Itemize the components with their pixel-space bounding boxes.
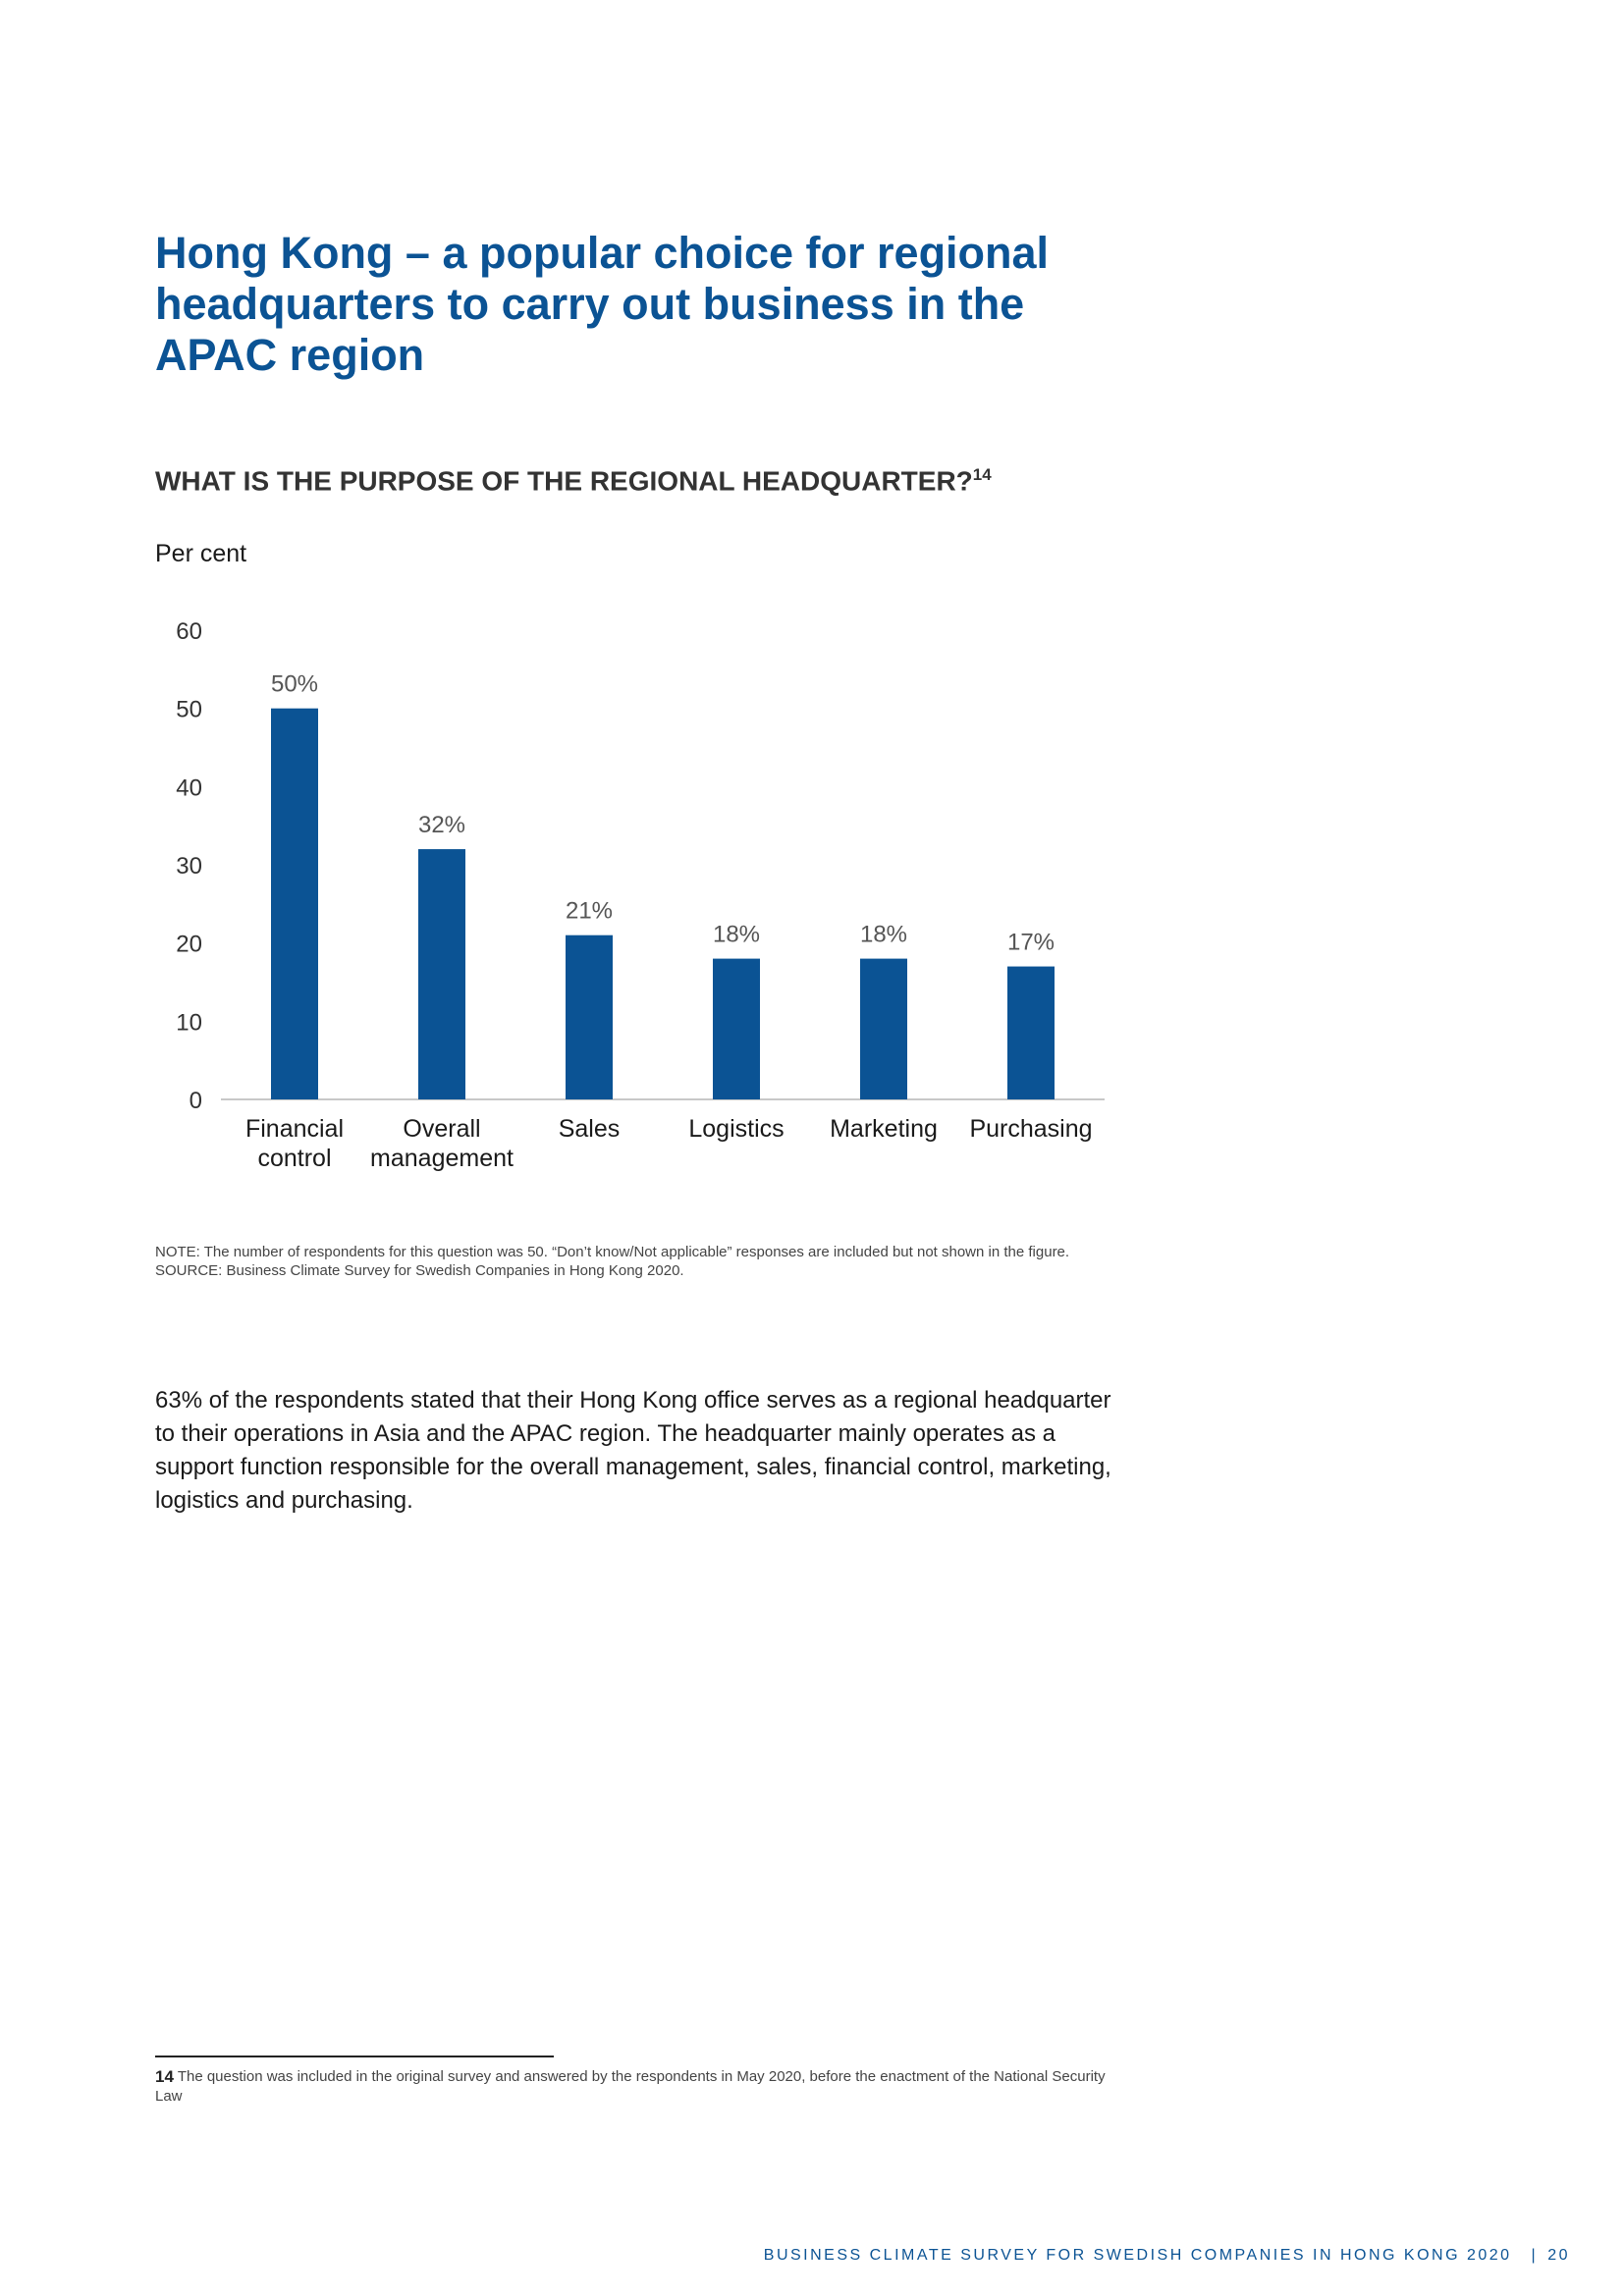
page-title: Hong Kong – a popular choice for regional headquarters to carry out business in the APAC region — [155, 228, 1050, 380]
bar — [566, 935, 613, 1099]
page-footer — [764, 2247, 1570, 2265]
body-paragraph: 63% of the respondents stated that their Hong Kong office serves as a regional headquarter to their operations in Asia and the APAC region. The headquarter mainly operates as a support function responsible for the overall management, sales, financial control, marketing, logistics and purchasing. — [155, 1387, 1111, 1514]
chart-heading — [155, 465, 992, 497]
y-tick-label: 10 — [176, 1009, 202, 1037]
x-category-label: Logistics — [688, 1115, 785, 1143]
bar-chart — [147, 599, 1129, 1188]
y-tick-label: 40 — [176, 774, 202, 802]
chart-heading-footnote-ref: 14 — [972, 465, 992, 484]
data-label: 18% — [859, 921, 908, 948]
y-tick-label: 20 — [176, 931, 202, 958]
x-category-label: Overall — [403, 1115, 481, 1143]
x-category-label: Financial — [244, 1115, 345, 1143]
x-category-label: control — [257, 1145, 332, 1172]
y-tick-label: 0 — [189, 1088, 202, 1114]
y-tick-label: 30 — [176, 853, 202, 880]
footnote-divider — [155, 2056, 554, 2057]
data-label: 21% — [565, 897, 614, 925]
y-tick-label: 50 — [176, 696, 202, 723]
footer-separator: | — [1531, 2247, 1539, 2264]
data-label: 32% — [417, 812, 466, 839]
data-label: 50% — [270, 670, 319, 698]
x-category-label: Sales — [558, 1115, 621, 1143]
bar — [860, 959, 907, 1099]
x-category-label: Purchasing — [969, 1115, 1093, 1143]
bar — [1007, 967, 1055, 1099]
footnote-text: The question was included in the original survey and answered by the respondents in May 2020, before the enactment of the National Security Law — [155, 2068, 1106, 2105]
footnote — [155, 2067, 1108, 2107]
page-number: 20 — [1547, 2247, 1570, 2264]
bar — [418, 849, 465, 1099]
chart-heading-text: WHAT IS THE PURPOSE OF THE REGIONAL HEADQUARTER? — [155, 465, 973, 497]
chart-note: NOTE: The number of respondents for this question was 50. “Don’t know/Not applicable” responses are included but not shown in the figure. — [155, 1244, 1070, 1260]
chart-source: SOURCE: Business Climate Survey for Swedish Companies in Hong Kong 2020. — [155, 1262, 684, 1279]
bar — [713, 959, 760, 1099]
footer-text: BUSINESS CLIMATE SURVEY FOR SWEDISH COMPANIES IN HONG KONG 2020 — [763, 2247, 1512, 2264]
chart-unit-label: Per cent — [155, 540, 247, 567]
x-category-label: management — [370, 1145, 514, 1172]
x-category-label: Marketing — [830, 1115, 938, 1143]
y-tick-label: 60 — [176, 618, 202, 645]
chart-notes — [155, 1243, 1137, 1280]
bar — [271, 709, 318, 1099]
data-label: 18% — [712, 921, 761, 948]
footnote-number: 14 — [155, 2067, 174, 2086]
data-label: 17% — [1006, 929, 1056, 956]
